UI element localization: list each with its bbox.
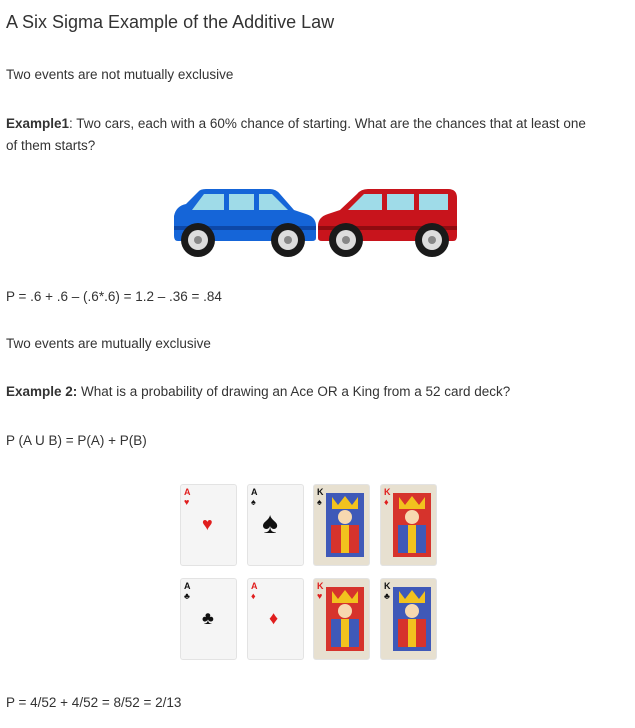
- king-of-hearts: [313, 578, 370, 660]
- spade-icon: ♠: [251, 497, 256, 507]
- example2-label: Example 2:: [6, 384, 78, 399]
- blue-car: [174, 189, 316, 257]
- club-icon: ♣: [184, 591, 190, 601]
- club-icon: ♣: [202, 608, 214, 628]
- diamond-icon: ♦: [269, 608, 279, 628]
- example1-paragraph: [6, 113, 631, 157]
- card-rank: A: [184, 581, 191, 591]
- heart-icon: ♥: [202, 514, 213, 534]
- ace-of-diamonds: [247, 578, 304, 660]
- ace-of-clubs: [180, 578, 237, 660]
- diamond-icon: ♦: [251, 591, 256, 601]
- king-of-diamonds: [380, 484, 437, 566]
- heart-icon: ♥: [184, 497, 190, 507]
- red-car: [318, 189, 457, 257]
- ace-of-hearts: [180, 484, 237, 566]
- ace-of-spades: [247, 484, 304, 566]
- king-of-clubs: [380, 578, 437, 660]
- formula-general: P (A U B) = P(A) + P(B): [6, 433, 147, 448]
- card-rank: A: [251, 581, 258, 591]
- section1-heading: Two events are not mutually exclusive: [6, 67, 234, 82]
- formula-example2: P = 4/52 + 4/52 = 8/52 = 2/13: [6, 695, 182, 710]
- example1-label: Example1: [6, 116, 70, 131]
- king-of-spades: [313, 484, 370, 566]
- card-rank: A: [251, 487, 258, 497]
- card-rank: A: [184, 487, 191, 497]
- king-figure-icon: [326, 493, 364, 557]
- page-title: A Six Sigma Example of the Additive Law: [6, 12, 335, 32]
- cars-illustration: [168, 184, 463, 260]
- card-rank: K: [384, 581, 391, 591]
- example1-text: : Two cars, each with a 60% chance of starting. What are the chances that at least one: [69, 116, 586, 131]
- spade-icon: ♠: [317, 497, 322, 507]
- example2-paragraph: [6, 381, 510, 403]
- example2-text: What is a probability of drawing an Ace OR a King from a 52 card deck?: [77, 384, 511, 399]
- diamond-icon: ♦: [384, 497, 389, 507]
- formula-example1: P = .6 + .6 – (.6*.6) = 1.2 – .36 = .84: [6, 289, 222, 304]
- king-figure-icon: [326, 587, 364, 651]
- card-rank: K: [317, 581, 324, 591]
- card-rank: K: [317, 487, 324, 497]
- section2-heading: Two events are mutually exclusive: [6, 336, 211, 351]
- heart-icon: ♥: [317, 591, 323, 601]
- king-figure-icon: [393, 493, 431, 557]
- king-figure-icon: [393, 587, 431, 651]
- club-icon: ♣: [384, 591, 390, 601]
- card-rank: K: [384, 487, 391, 497]
- example1-text-line2: of them starts?: [6, 138, 96, 153]
- spade-icon: ♠: [262, 507, 278, 540]
